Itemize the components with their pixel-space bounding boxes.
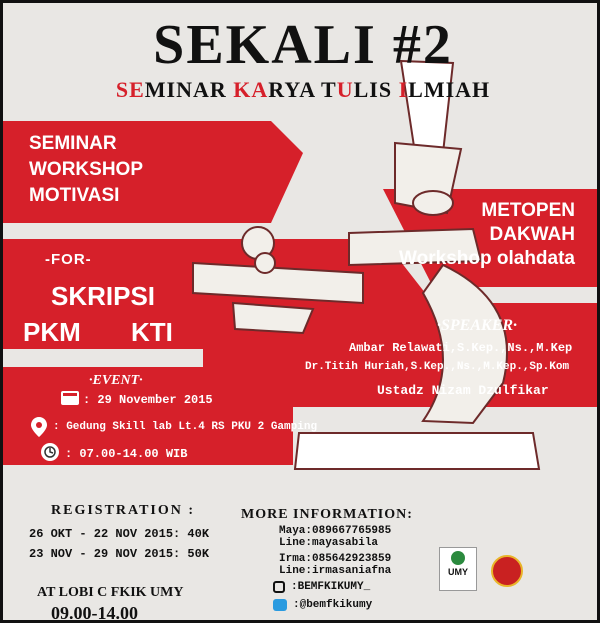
faculty-emblem xyxy=(491,555,523,587)
topic-item: METOPEN xyxy=(481,200,575,221)
speaker-name: Ustadz Nizam Dzulfikar xyxy=(377,383,549,398)
subtitle-part: LIS xyxy=(353,77,399,102)
contact-line: Maya:089667765985 xyxy=(279,525,392,537)
instagram-handle-text: :BEMFKIKUMY_ xyxy=(291,581,371,593)
subtitle-part: SE xyxy=(115,77,145,102)
subtitle-part: LMIAH xyxy=(408,77,491,102)
activity-item: SEMINAR xyxy=(29,133,117,154)
subtitle-part: RYA xyxy=(268,77,322,102)
speaker-name: Ambar Relawati,S.Kep.,Ns.,M.Kep xyxy=(349,341,573,355)
activity-item: MOTIVASI xyxy=(29,185,120,206)
topic-item: Workshop olahdata xyxy=(399,248,575,269)
activity-list xyxy=(29,131,143,209)
for-label: -FOR- xyxy=(45,251,92,268)
clock-icon xyxy=(41,443,59,461)
registration-row: 23 NOV - 29 NOV 2015: 50K xyxy=(29,547,210,561)
topic-list xyxy=(399,199,575,271)
subtitle-part: KA xyxy=(233,77,269,102)
speaker-name: Dr.Titih Huriah,S.Kep.,Ns.,M.Kep.,Sp.Kom xyxy=(305,361,570,373)
poster-subtitle xyxy=(3,77,600,103)
umy-logo xyxy=(439,547,477,591)
event-place: : Gedung Skill lab Lt.4 RS PKU 2 Gamping xyxy=(53,421,318,433)
subtitle-part: I xyxy=(398,77,409,102)
twitter-handle-text: :@bemfkikumy xyxy=(293,599,373,611)
registration-heading: REGISTRATION : xyxy=(51,503,196,518)
contact-line: Line:irmasaniafna xyxy=(279,565,392,577)
subtitle-part: U xyxy=(336,77,354,102)
location-pin-icon xyxy=(31,417,47,437)
registration-row: 26 OKT - 22 NOV 2015: 40K xyxy=(29,527,210,541)
activity-item: WORKSHOP xyxy=(29,159,143,180)
subtitle-part: MINAR xyxy=(144,77,234,102)
registration-hours: 09.00-14.00 xyxy=(51,603,138,623)
calendar-icon xyxy=(61,391,79,405)
registration-location: AT LOBI C FKIK UMY xyxy=(37,585,184,600)
more-info-heading: MORE INFORMATION: xyxy=(241,507,413,522)
contact-line: Irma:085642923859 xyxy=(279,553,392,565)
instagram-icon xyxy=(273,581,285,593)
contact-line: Line:mayasabila xyxy=(279,537,379,549)
twitter-handle xyxy=(273,599,372,611)
twitter-icon xyxy=(273,599,287,611)
target-skripsi: SKRIPSI xyxy=(51,281,156,311)
topic-item: DAKWAH xyxy=(489,224,575,245)
event-time: : 07.00-14.00 WIB xyxy=(65,447,188,461)
event-heading: ·EVENT· xyxy=(89,373,143,388)
subtitle-part: T xyxy=(321,77,337,102)
target-kti: KTI xyxy=(131,317,173,347)
umy-logo-text: UMY xyxy=(448,567,468,577)
target-pkm: PKM xyxy=(23,317,81,347)
speaker-heading: ·SPEAKER· xyxy=(437,317,518,334)
event-date: : 29 November 2015 xyxy=(83,393,213,407)
umy-logo-mark xyxy=(451,551,465,565)
instagram-handle xyxy=(273,581,370,593)
poster-title: SEKALI #2 xyxy=(153,14,453,76)
